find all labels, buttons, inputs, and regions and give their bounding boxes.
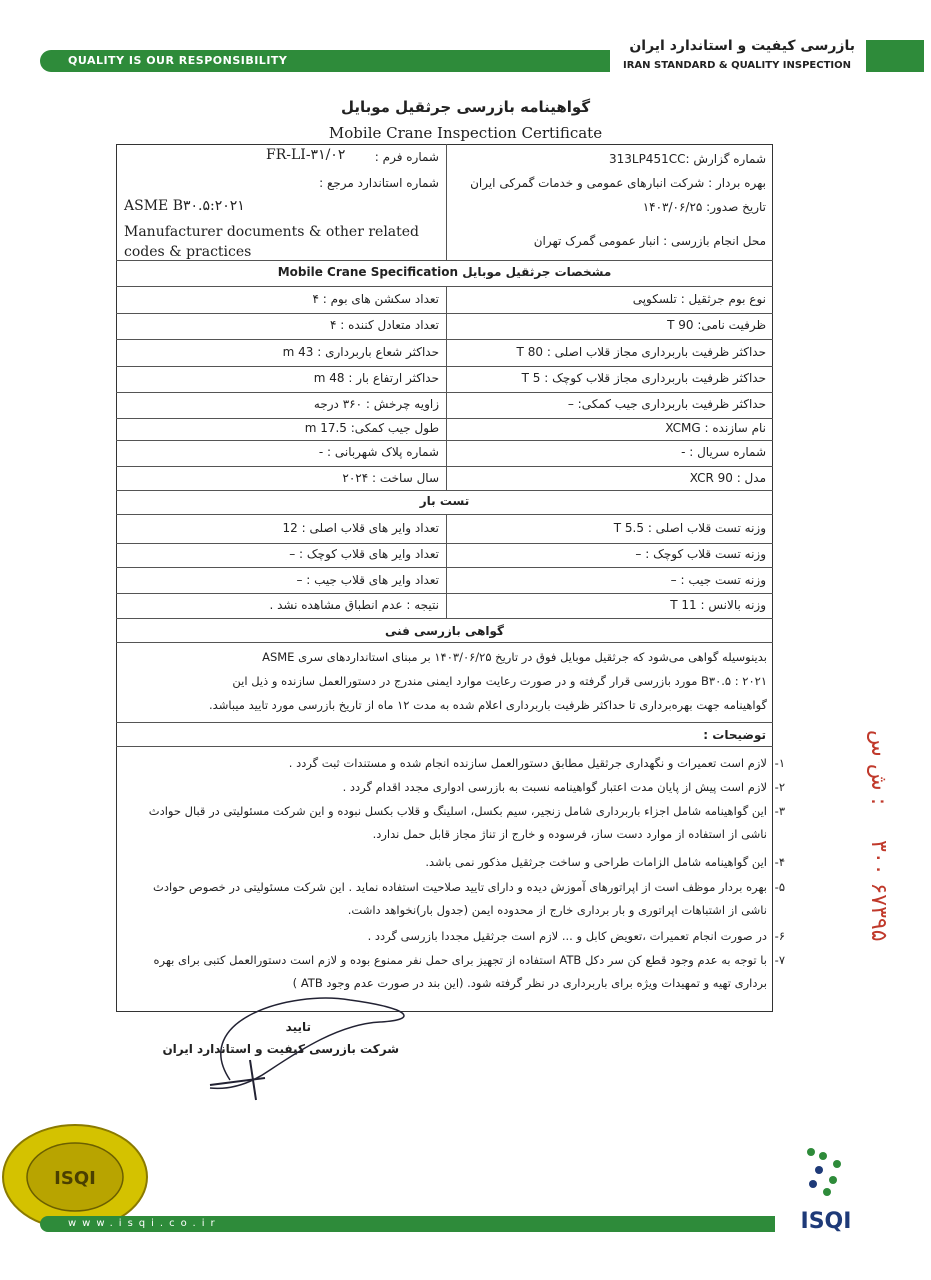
load-left-2: تعداد وایر های قلاب جیب : –: [296, 573, 439, 587]
divider: [116, 618, 773, 619]
report-no: شماره گزارش :313LP451CC: [608, 152, 766, 166]
divider: [116, 418, 773, 419]
divider: [116, 286, 773, 287]
spec-right-6: شماره سریال : -: [681, 445, 766, 459]
technical-line-1: بدینوسیله گواهی می‌شود که جرثقیل موبایل فوق در تاریخ ۱۴۰۳/۰۶/۲۵ بر مبنای استانداردهای سری ASME: [262, 650, 767, 664]
spec-left-4: زاویه چرخش : ۳۶۰ درجه: [313, 397, 439, 411]
note-item: [147, 752, 785, 775]
svg-text:ISQI: ISQI: [54, 1168, 96, 1189]
org-name-fa: بازرسی کیفیت و استاندارد ایران: [629, 38, 855, 54]
divider: [116, 366, 773, 367]
approval-label: تایید: [285, 1020, 311, 1034]
load-left-1: تعداد وایر های قلاب کوچک : –: [289, 547, 439, 561]
inspection-location: محل انجام بازرسی : انبار عمومی گمرک تهران: [533, 234, 766, 248]
note-item: [147, 925, 785, 948]
note-item: [147, 876, 785, 922]
note-number: ۱-: [774, 756, 785, 770]
note-number: ۵-: [774, 880, 785, 894]
divider: [116, 392, 773, 393]
divider: [116, 543, 773, 544]
ref-docs-2: codes & practices: [124, 244, 252, 260]
spec-heading: مشخصات جرثقیل موبایل Mobile Crane Specification: [277, 265, 612, 279]
spec-right-4: حداکثر ظرفیت باربرداری جیب کمکی: –: [567, 397, 766, 411]
divider: [116, 514, 773, 515]
ref-docs-1: Manufacturer documents & other related: [124, 224, 420, 240]
load-right-1: وزنه تست قلاب کوچک : –: [635, 547, 766, 561]
header-green-block: [866, 40, 924, 72]
side-mark: ش س :: [866, 730, 891, 806]
divider: [116, 567, 773, 568]
note-text: این گواهینامه شامل اجزاء باربرداری شامل زنجیر، سیم بکسل، اسلینگ و قلاب بکسل نبوده و این شرکت مسئولیتی در قبال حوادث ناشی از استفاده از موارد دست ساز، فرسوده و خارج از تناژ مجاز قابل حمل ندارد.: [148, 804, 767, 841]
technical-heading: گواهی بازرسی فنی: [384, 624, 505, 638]
note-number: ۲-: [774, 780, 785, 794]
spec-right-5: نام سازنده : XCMG: [665, 421, 766, 435]
divider: [116, 490, 773, 491]
spec-left-2: حداکثر شعاع باربرداری : 43 m: [282, 345, 439, 359]
title-fa: گواهینامه بازرسی جرثقیل موبایل: [340, 98, 591, 116]
spec-right-0: نوع بوم جرثقیل : تلسکوپی: [632, 292, 766, 306]
col-divider: [446, 514, 447, 618]
note-item: [147, 800, 785, 846]
spec-left-7: سال ساخت : ۲۰۲۴: [342, 471, 439, 485]
website: www.isqi.co.ir: [68, 1218, 221, 1229]
side-serial: ۳۰۰ ۶۷۳۹۵: [866, 840, 891, 942]
notes-heading: توضیحات :: [703, 728, 766, 742]
note-number: ۴-: [774, 855, 785, 869]
load-left-3: نتیجه : عدم انطباق مشاهده نشد .: [269, 598, 439, 612]
org-name-en: IRAN STANDARD & QUALITY INSPECTION: [623, 60, 851, 71]
note-text: بهره بردار موظف است از اپراتورهای آموزش دیده و دارای تایید صلاحیت استفاده نماید . این شرکت مسئولیتی در خصوص حوادث ناشی از اشتباهات اپراتوری و بار برداری خارج از محدوده ایمن (جدول بار)نخواهد داشت.: [153, 880, 767, 917]
divider: [116, 722, 773, 723]
spec-left-5: طول جیب کمکی: 17.5 m: [304, 421, 439, 435]
signature: [170, 960, 470, 1110]
divider: [116, 260, 773, 261]
load-right-3: وزنه بالانس : 11 T: [670, 598, 766, 612]
load-right-0: وزنه تست قلاب اصلی : 5.5 T: [613, 521, 766, 535]
note-text: لازم است پیش از پایان مدت اعتبار گواهینامه نسبت به بازرسی ادواری مجدد اقدام گردد .: [342, 780, 767, 794]
note-text: این گواهینامه شامل الزامات طراحی و ساخت جرثقیل مذکور نمی باشد.: [425, 855, 767, 869]
form-no-value: FR-LI-۳۱/۰۲: [266, 147, 346, 163]
spec-left-1: تعداد متعادل کننده : ۴: [330, 318, 439, 332]
divider: [116, 313, 773, 314]
technical-line-2: B۳۰.۵ : ۲۰۲۱ مورد بازرسی قرار گرفته و در صورت رعایت موارد ایمنی مندرج در دستورالعمل سازنده و ذیل این: [232, 674, 767, 688]
divider: [116, 466, 773, 467]
slogan: QUALITY IS OUR RESPONSIBILITY: [68, 54, 288, 67]
spec-right-1: ظرفیت نامی: 90 T: [667, 318, 766, 332]
approval-company: شرکت بازرسی کیفیت و استاندارد ایران: [162, 1042, 399, 1056]
isqi-logo: [791, 1140, 861, 1235]
spec-left-0: تعداد سکشن های بوم : ۴: [312, 292, 439, 306]
issue-date: تاریخ صدور: ۱۴۰۳/۰۶/۲۵: [642, 200, 766, 214]
divider: [116, 746, 773, 747]
note-item: [147, 776, 785, 799]
note-number: ۷-: [774, 953, 785, 967]
spec-left-6: شماره پلاک شهربانی : -: [318, 445, 439, 459]
divider: [116, 593, 773, 594]
spec-right-3: حداکثر ظرفیت باربرداری مجاز قلاب کوچک : 5 T: [521, 371, 766, 385]
ref-std-label: شماره استاندارد مرجع :: [319, 176, 439, 190]
note-item: [147, 851, 785, 874]
col-divider: [446, 286, 447, 490]
note-text: در صورت انجام تعمیرات ،تعویض کابل و ... لازم است جرثقیل مجددا بازرسی گردد .: [367, 929, 767, 943]
spec-left-3: حداکثر ارتفاع بار : 48 m: [313, 371, 439, 385]
divider: [116, 339, 773, 340]
spec-right-2: حداکثر ظرفیت باربرداری مجاز قلاب اصلی : 80 T: [516, 345, 766, 359]
technical-line-3: گواهینامه جهت بهره‌برداری تا حداکثر ظرفیت باربرداری اعلام شده به مدت ۱۲ ماه از تاریخ بازرسی مورد تایید میباشد.: [209, 698, 767, 712]
note-text: با توجه به عدم وجود قطع کن سر دکل ATB استفاده از تجهیز برای حمل نفر ممنوع بوده و لازم است دستورالعمل کتبی برای بهره برداری تهیه و تمهیدات ویژه برای باربرداری در نظر گرفته شود. (این بند در صورت عدم وجود ATB ): [153, 953, 767, 990]
ref-std-value: ASME B۳۰.۵:۲۰۲۱: [124, 198, 245, 214]
col-divider: [446, 144, 447, 260]
load-left-0: تعداد وایر های قلاب اصلی : 12: [282, 521, 439, 535]
divider: [116, 440, 773, 441]
load-right-2: وزنه تست جیب : –: [670, 573, 766, 587]
divider: [116, 642, 773, 643]
note-number: ۶-: [774, 929, 785, 943]
note-text: لازم است تعمیرات و نگهداری جرثقیل مطابق دستورالعمل سازنده انجام شده و مستندات ثبت گردد .: [288, 756, 767, 770]
title-en: Mobile Crane Inspection Certificate: [328, 124, 603, 142]
note-number: ۳-: [774, 804, 785, 818]
spec-right-7: مدل : XCR 90: [689, 471, 766, 485]
load-test-heading: تست بار: [419, 494, 470, 508]
operator: بهره بردار : شرکت انبارهای عمومی و خدمات گمرکی ایران: [470, 176, 766, 190]
svg-text:ISQI: ISQI: [800, 1209, 852, 1234]
form-no-label: شماره فرم :: [374, 150, 439, 164]
